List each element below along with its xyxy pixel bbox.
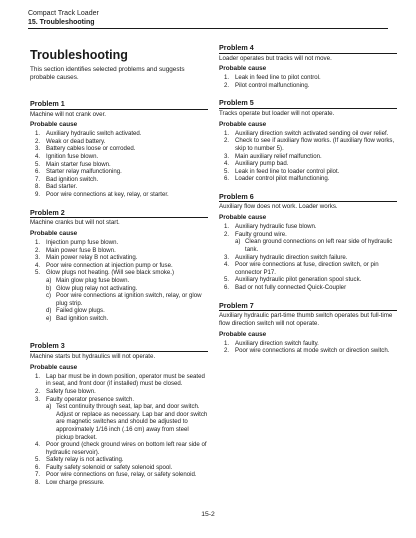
cause-item (219, 153, 397, 161)
problem-heading: Problem 7 (219, 302, 397, 312)
sub-cause-item (46, 292, 208, 307)
chapter-title: 15. Troubleshooting (28, 18, 95, 26)
cause-number: 6. (224, 175, 230, 183)
problem-heading: Problem 5 (219, 99, 397, 109)
sub-cause-text: Failed glow plugs. (56, 307, 105, 315)
probable-cause-label: Probable cause (219, 65, 267, 73)
cause-number: 1. (224, 129, 230, 137)
cause-number: 1. (224, 223, 230, 231)
cause-number: 1. (35, 130, 41, 138)
cause-item (219, 340, 397, 348)
cause-list (219, 130, 397, 183)
page-number: 15-2 (201, 511, 215, 518)
intro-paragraph: This section identifies selected problems and suggests probable causes. (30, 66, 185, 81)
cause-item (219, 130, 397, 138)
problem-section (219, 193, 397, 292)
problem-description: Machine will not crank over. (30, 110, 107, 118)
cause-text: Auxiliary hydraulic pilot generation spool stuck. (235, 276, 362, 284)
cause-item (219, 168, 397, 176)
cause-list (219, 223, 397, 291)
sub-cause-list (46, 403, 208, 441)
cause-list (30, 130, 208, 198)
cause-text: Bad or not fully connected Quick-Coupler (235, 283, 347, 291)
sub-cause-text: Poor wire connections at ignition switch, relay, or glow plug strip. (56, 292, 202, 307)
cause-number: 6. (35, 463, 41, 471)
problem-section (30, 342, 208, 486)
cause-number: 4. (224, 261, 230, 269)
cause-text: Poor wire connections on fuse, relay, or safety solenoid. (46, 471, 197, 479)
probable-cause-label: Probable cause (30, 363, 78, 371)
cause-number: 7. (35, 175, 41, 183)
cause-number: 5. (224, 276, 230, 284)
probable-cause-label: Probable cause (219, 120, 267, 128)
cause-item (30, 130, 208, 138)
cause-list (30, 373, 208, 487)
problem-heading: Problem 4 (219, 44, 397, 54)
problem-description: Machine cranks but will not start. (30, 219, 120, 227)
cause-text: Bad starter. (46, 183, 78, 191)
sub-cause-item (46, 307, 208, 315)
problem-description: Auxiliary flow does not work. Loader works. (219, 203, 338, 211)
cause-number: 2. (224, 230, 230, 238)
cause-number: 1. (224, 339, 230, 347)
cause-number: 8. (35, 479, 41, 487)
cause-item (219, 74, 397, 82)
cause-item (30, 145, 208, 153)
cause-item (30, 176, 208, 184)
cause-item (219, 254, 397, 262)
cause-number: 1. (35, 372, 41, 380)
sub-cause-text: Test continuity through seat, lap bar, and door switch. Adjust or replace as necessary. Lap bar and door switch are magnetic switches and should be adjusted to approximately 1/16 inch (.16 cm) away from steel pickup bracket. (56, 403, 208, 441)
book-title: Compact Track Loader (28, 10, 99, 17)
cause-number: 4. (35, 153, 41, 161)
cause-text: Auxiliary direction switch faulty. (235, 339, 319, 347)
cause-text: Pilot control malfunctioning. (235, 81, 310, 89)
page-title: Troubleshooting (30, 48, 128, 62)
cause-item (219, 223, 397, 231)
cause-item (30, 456, 208, 464)
cause-text: Loader control pilot malfunctioning. (235, 175, 330, 183)
probable-cause-label: Probable cause (30, 229, 78, 237)
sub-cause-text: Glow plug relay not activating. (56, 284, 138, 292)
cause-list (30, 239, 208, 323)
cause-item (30, 254, 208, 262)
cause-number: 5. (35, 456, 41, 464)
cause-number: 2. (35, 137, 41, 145)
sub-cause-list (235, 238, 397, 253)
cause-number: 4. (35, 261, 41, 269)
cause-number: 7. (35, 471, 41, 479)
sub-cause-list (46, 277, 208, 323)
cause-text: Lap bar must be in down position, operator must be seated in seat, and front door (if installed) must be closed. (46, 372, 205, 388)
cause-number: 3. (35, 254, 41, 262)
problem-section (219, 44, 397, 89)
cause-item (30, 388, 208, 396)
cause-item (219, 175, 397, 183)
problem-description: Tracks operate but loader will not operate. (219, 109, 335, 117)
cause-item (219, 261, 397, 276)
cause-item (30, 471, 208, 479)
cause-number: 9. (35, 191, 41, 199)
sub-cause-item (46, 403, 208, 441)
sub-cause-letter: a) (235, 238, 241, 246)
cause-number: 2. (224, 137, 230, 145)
cause-number: 6. (224, 283, 230, 291)
cause-text: Main auxiliary relief malfunction. (235, 152, 322, 160)
cause-text: Main power relay B not activating. (46, 254, 138, 262)
right-column (219, 44, 397, 365)
cause-text: Check to see if auxiliary flow works. (If auxiliary flow works, skip to number 5). (235, 137, 395, 152)
cause-item (30, 239, 208, 247)
cause-text: Faulty operator presence switch. (46, 395, 135, 403)
cause-text: Leak in feed line to pilot control. (235, 74, 321, 82)
left-problem-list (30, 100, 208, 487)
cause-text: Leak in feed line to loader control pilot. (235, 167, 340, 175)
cause-item (30, 247, 208, 255)
cause-item (30, 396, 208, 442)
cause-list (219, 340, 397, 355)
cause-text: Poor ground (check ground wires on bottom left rear side of hydraulic reservoir). (46, 441, 207, 456)
cause-item (30, 183, 208, 191)
header-rule (28, 28, 388, 29)
cause-text: Bad ignition switch. (46, 175, 99, 183)
sub-cause-item (46, 315, 208, 323)
sub-cause-item (46, 285, 208, 293)
cause-number: 1. (224, 74, 230, 82)
cause-number: 5. (35, 160, 41, 168)
sub-cause-letter: b) (46, 284, 52, 292)
cause-text: Weak or dead battery. (46, 137, 106, 145)
sub-cause-letter: d) (46, 307, 52, 315)
cause-text: Ignition fuse blown. (46, 153, 99, 161)
cause-list (219, 74, 397, 89)
sub-cause-letter: e) (46, 314, 52, 322)
cause-text: Glow plugs not heating. (Will see black smoke.) (46, 269, 175, 277)
cause-number: 3. (35, 145, 41, 153)
cause-item (219, 160, 397, 168)
problem-heading: Problem 6 (219, 193, 397, 203)
sub-cause-text: Clean ground connections on left rear side of hydraulic tank. (245, 238, 393, 254)
cause-number: 2. (224, 81, 230, 89)
cause-item (30, 479, 208, 487)
cause-number: 3. (224, 253, 230, 261)
sub-cause-letter: a) (46, 276, 52, 284)
cause-text: Starter relay malfunctioning. (46, 168, 122, 176)
cause-number: 5. (224, 167, 230, 175)
problem-section (219, 302, 397, 355)
cause-number: 1. (35, 238, 41, 246)
cause-text: Faulty ground wire. (235, 230, 287, 238)
cause-item (30, 138, 208, 146)
cause-number: 2. (35, 387, 41, 395)
probable-cause-label: Probable cause (30, 121, 78, 129)
problem-heading: Problem 3 (30, 342, 208, 352)
cause-item (30, 191, 208, 199)
cause-item (219, 276, 397, 284)
sub-cause-item (46, 277, 208, 285)
cause-text: Safety fuse blown. (46, 387, 96, 395)
cause-number: 3. (224, 152, 230, 160)
problem-description: Auxiliary hydraulic part-time thumb switch operates but full-time flow direction switch will not operate. (219, 312, 393, 327)
cause-item (219, 347, 397, 355)
cause-text: Poor wire connections at fuse, direction switch, or pin connector P17. (235, 261, 379, 276)
probable-cause-label: Probable cause (219, 330, 267, 338)
cause-text: Auxiliary pump bad. (235, 160, 289, 168)
cause-text: Safety relay is not activating. (46, 456, 124, 464)
problem-description: Machine starts but hydraulics will not operate. (30, 352, 156, 360)
cause-text: Main starter fuse blown. (46, 160, 111, 168)
cause-number: 8. (35, 183, 41, 191)
problem-section (30, 209, 208, 323)
sub-cause-letter: c) (46, 292, 52, 300)
sub-cause-item (235, 238, 397, 253)
cause-text: Auxiliary hydraulic switch activated. (46, 130, 142, 138)
sub-cause-text: Bad ignition switch. (56, 314, 109, 322)
cause-text: Poor wire connection at injection pump or fuse. (46, 261, 173, 269)
left-column (30, 48, 208, 497)
cause-text: Auxiliary direction switch activated sending oil over relief. (235, 129, 389, 137)
cause-item (30, 168, 208, 176)
cause-item (30, 464, 208, 472)
cause-text: Battery cables loose or corroded. (46, 145, 136, 153)
cause-text: Auxiliary hydraulic fuse blown. (235, 223, 317, 231)
cause-item (219, 137, 397, 152)
cause-text: Poor wire connections at key, relay, or starter. (46, 191, 169, 199)
cause-text: Faulty safety solenoid or safety solenoid spool. (46, 463, 173, 471)
problem-heading: Problem 2 (30, 209, 208, 219)
cause-item (219, 82, 397, 90)
cause-item (30, 262, 208, 270)
cause-number: 3. (35, 395, 41, 403)
cause-item (30, 161, 208, 169)
cause-number: 2. (224, 347, 230, 355)
problem-description: Loader operates but tracks will not move. (219, 54, 332, 62)
cause-number: 5. (35, 269, 41, 277)
cause-item (30, 373, 208, 388)
cause-item (219, 284, 397, 292)
probable-cause-label: Probable cause (219, 214, 267, 222)
right-problem-list (219, 44, 397, 355)
sub-cause-text: Main glow plug fuse blown. (56, 276, 130, 284)
problem-heading: Problem 1 (30, 100, 208, 110)
running-header (28, 10, 388, 29)
cause-text: Low charge pressure. (46, 479, 105, 487)
cause-item (30, 269, 208, 322)
cause-number: 2. (35, 246, 41, 254)
cause-text: Main power fuse B blown. (46, 246, 116, 254)
cause-number: 4. (224, 160, 230, 168)
cause-item (219, 231, 397, 254)
cause-item (30, 153, 208, 161)
cause-text: Poor wire connections at mode switch or direction switch. (235, 347, 390, 355)
cause-item (30, 441, 208, 456)
problem-section (30, 100, 208, 199)
sub-cause-letter: a) (46, 403, 52, 411)
cause-number: 6. (35, 168, 41, 176)
cause-text: Auxiliary hydraulic direction switch failure. (235, 253, 348, 261)
problem-section (219, 99, 397, 182)
cause-number: 4. (35, 441, 41, 449)
cause-text: Injection pump fuse blown. (46, 238, 119, 246)
